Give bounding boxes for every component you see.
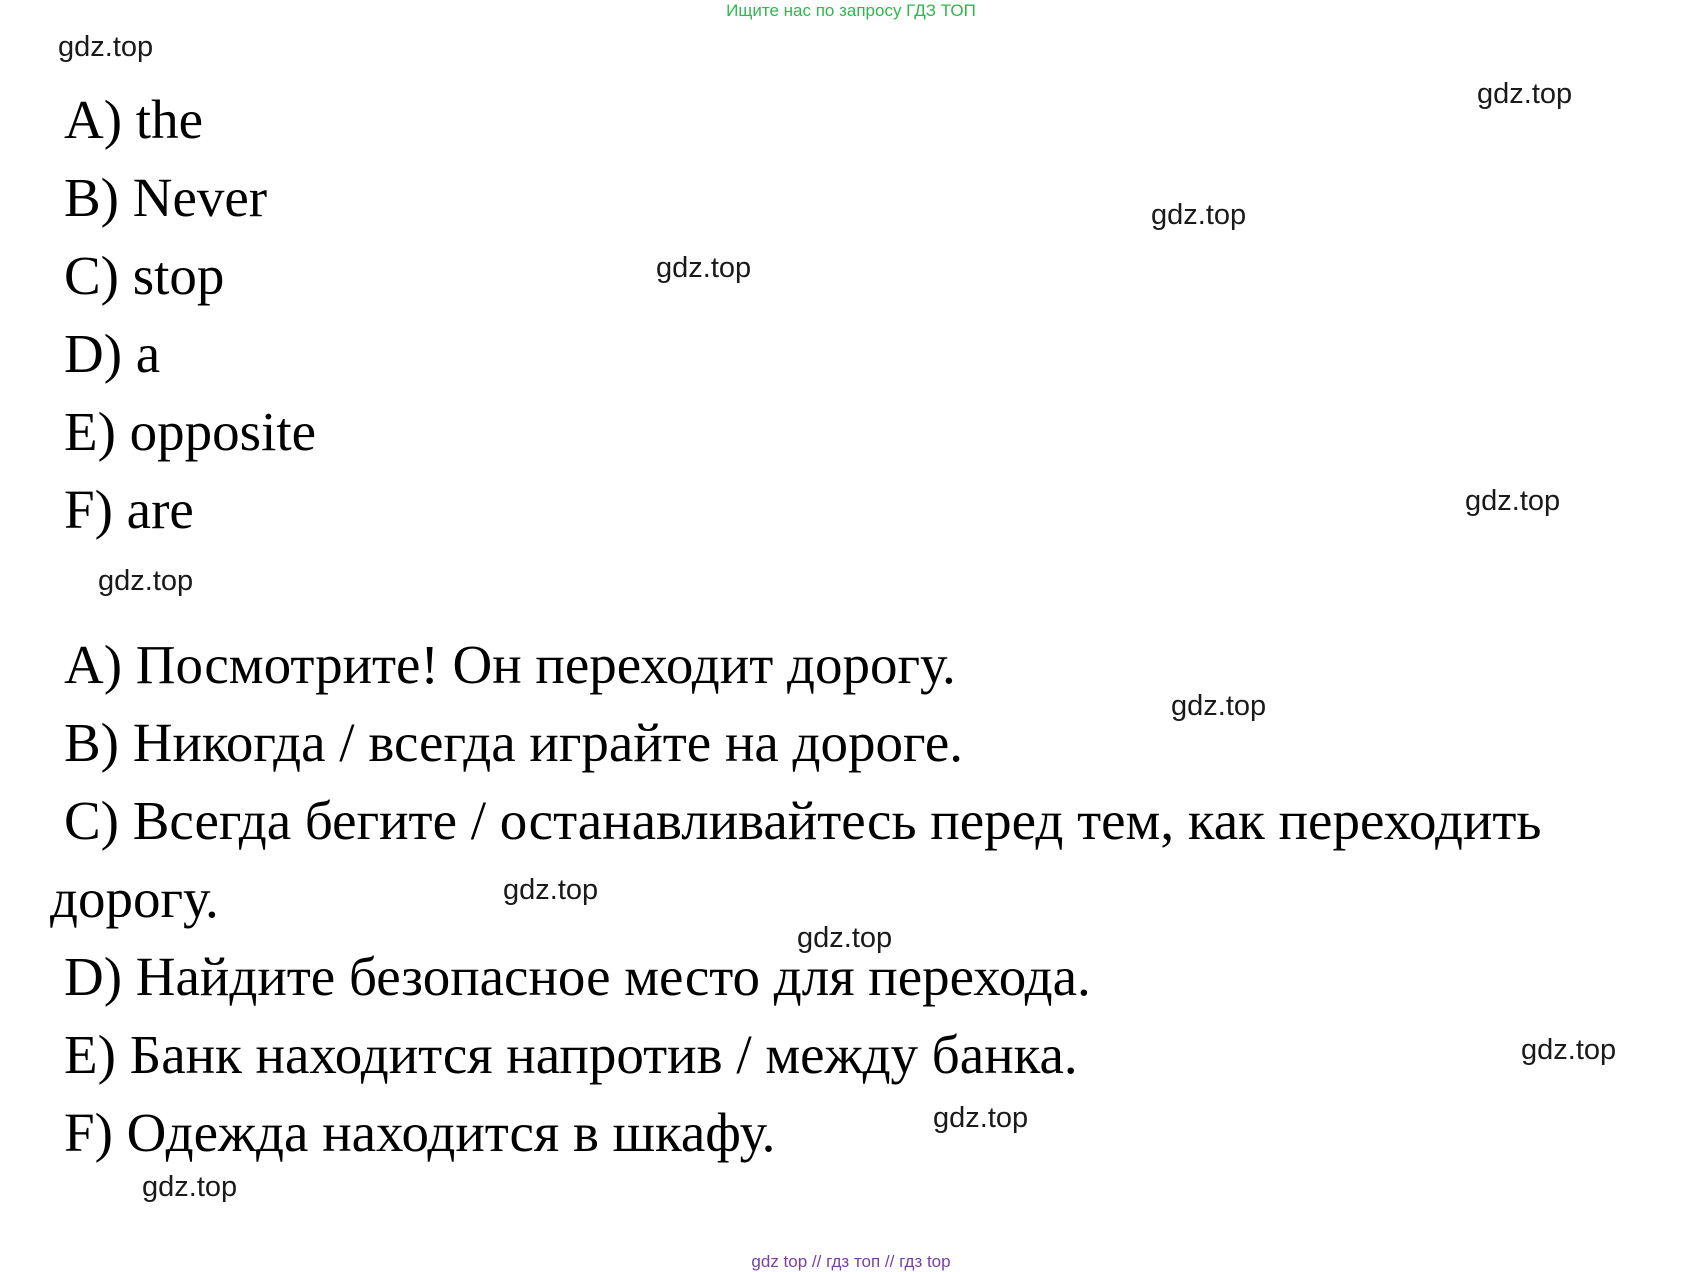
watermark: gdz.top [933, 1102, 1029, 1134]
answer-en-c: C) stop [64, 245, 225, 306]
watermark: gdz.top [1151, 199, 1247, 231]
watermark: gdz.top [503, 874, 599, 906]
answer-ru-c: C) Всегда бегите / останавливайтесь перед тем, как переходить [64, 790, 1542, 851]
watermark: gdz.top [1477, 78, 1573, 110]
watermark: gdz.top [98, 565, 194, 597]
watermark: gdz.top [1521, 1034, 1617, 1066]
search-banner: Ищите нас по запросу ГДЗ ТОП [726, 1, 976, 20]
watermark: gdz.top [797, 922, 893, 954]
answer-ru-e: E) Банк находится напротив / между банка. [64, 1024, 1078, 1085]
answer-ru-b: B) Никогда / всегда играйте на дороге. [64, 712, 964, 773]
watermark: gdz.top [1465, 485, 1561, 517]
answer-en-e: E) opposite [64, 401, 317, 462]
answer-ru-c-cont: дорогу. [50, 868, 219, 929]
watermark: gdz.top [656, 252, 752, 284]
watermark: gdz.top [1171, 690, 1267, 722]
answer-en-b: B) Never [64, 167, 268, 228]
answer-ru-f: F) Одежда находится в шкафу. [64, 1102, 776, 1163]
answer-en-a: A) the [64, 89, 203, 150]
watermark: gdz.top [142, 1171, 238, 1203]
answer-en-d: D) a [64, 323, 161, 384]
answer-ru-a: A) Посмотрите! Он переходит дорогу. [64, 634, 956, 695]
answer-ru-d: D) Найдите безопасное место для перехода. [64, 946, 1091, 1007]
watermark: gdz.top [58, 31, 154, 63]
footer-links: gdz top // гдз топ // гдз top [751, 1252, 951, 1271]
answer-en-f: F) are [64, 479, 194, 540]
